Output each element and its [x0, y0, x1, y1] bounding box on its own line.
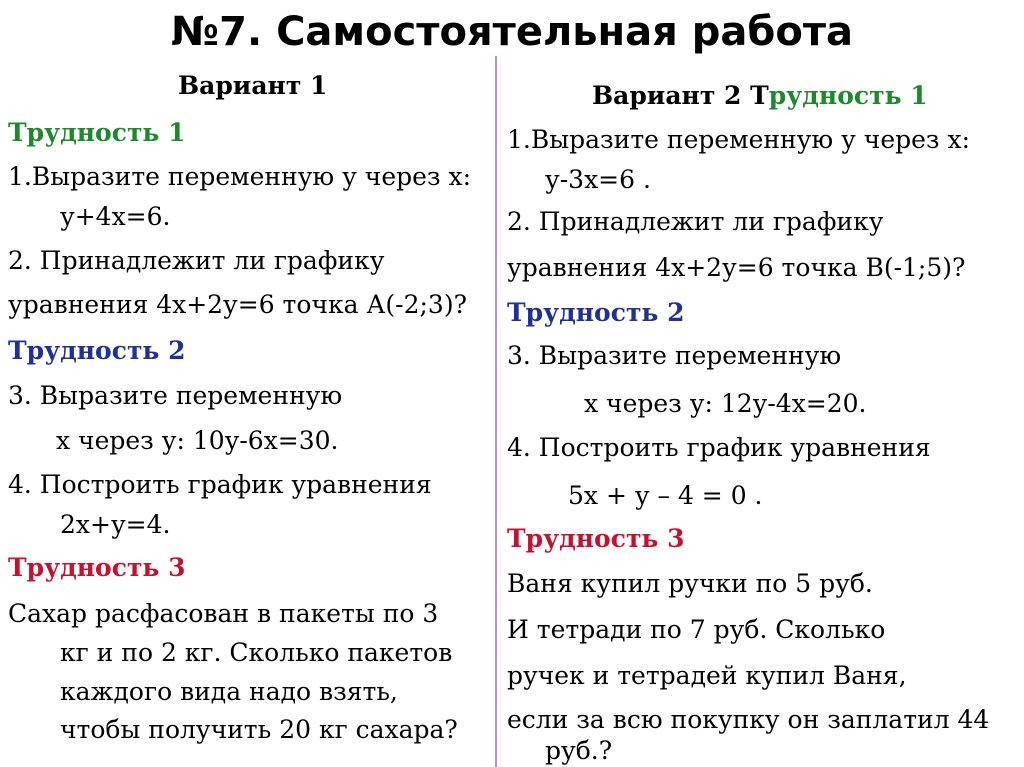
- variant-1-task-5-line-1: Сахар расфасован в пакеты по 3: [8, 599, 439, 628]
- variant-2-level-2-heading: Трудность 2: [507, 298, 685, 327]
- variant-2-task-4: 4. Построить график уравнения: [507, 433, 931, 462]
- variant-1-task-1: 1.Выразите переменную у через х:: [8, 162, 472, 191]
- variant-2-task-3: 3. Выразите переменную: [507, 341, 842, 370]
- variant-2-level-3-heading: Трудность 3: [507, 524, 685, 553]
- variant-1-task-5-line-2: кг и по 2 кг. Сколько пакетов: [60, 638, 453, 667]
- column-divider: [495, 56, 497, 767]
- variant-2-task-2-line-2: уравнения 4х+2у=6 точка В(-1;5)?: [507, 253, 966, 282]
- variant-2-level-1-heading: рудность 1: [768, 81, 928, 110]
- variant-2-task-2: 2. Принадлежит ли графику: [507, 207, 884, 236]
- variant-1-task-5-line-4: чтобы получить 20 кг сахара?: [60, 715, 458, 744]
- variant-2-task-5-line-2: И тетради по 7 руб. Сколько: [507, 615, 886, 644]
- variant-2-task-4-equation: 5х + у – 4 = 0 .: [568, 481, 763, 510]
- variant-1-task-2: 2. Принадлежит ли графику: [8, 246, 385, 275]
- variant-1-task-3-equation: х через у: 10у-6х=30.: [56, 426, 339, 455]
- variant-2-task-1-equation: у-3х=6 .: [545, 165, 651, 194]
- variant-2-task-5-line-3: ручек и тетрадей купил Ваня,: [507, 661, 907, 690]
- variant-2-task-3-equation: х через у: 12у-4х=20.: [584, 389, 867, 418]
- variant-1-task-3: 3. Выразите переменную: [8, 381, 343, 410]
- page-title: №7. Самостоятельная работа: [170, 9, 853, 55]
- variant-1-level-2-heading: Трудность 2: [8, 336, 186, 365]
- variant-1-task-5-line-3: каждого вида надо взять,: [60, 677, 398, 706]
- variant-2-header: [592, 80, 928, 112]
- variant-1-header: Вариант 1: [178, 71, 328, 100]
- variant-2-header-label: Вариант 2 Т: [592, 81, 769, 110]
- variant-1-task-1-equation: у+4х=6.: [60, 202, 171, 231]
- variant-1-task-2-line-2: уравнения 4х+2у=6 точка А(-2;3)?: [8, 290, 467, 319]
- variant-2-task-5-line-4: если за всю покупку он заплатил 44: [507, 705, 990, 734]
- variant-1-level-1-heading: Трудность 1: [8, 118, 186, 147]
- variant-2-task-5-line-1: Ваня купил ручки по 5 руб.: [507, 569, 873, 598]
- variant-2-task-5-line-5: руб.?: [545, 736, 613, 765]
- variant-1-task-4-equation: 2х+у=4.: [60, 510, 171, 539]
- variant-1-task-4: 4. Построить график уравнения: [8, 470, 432, 499]
- variant-1-level-3-heading: Трудность 3: [8, 553, 186, 582]
- variant-2-task-1: 1.Выразите переменную у через х:: [507, 125, 971, 154]
